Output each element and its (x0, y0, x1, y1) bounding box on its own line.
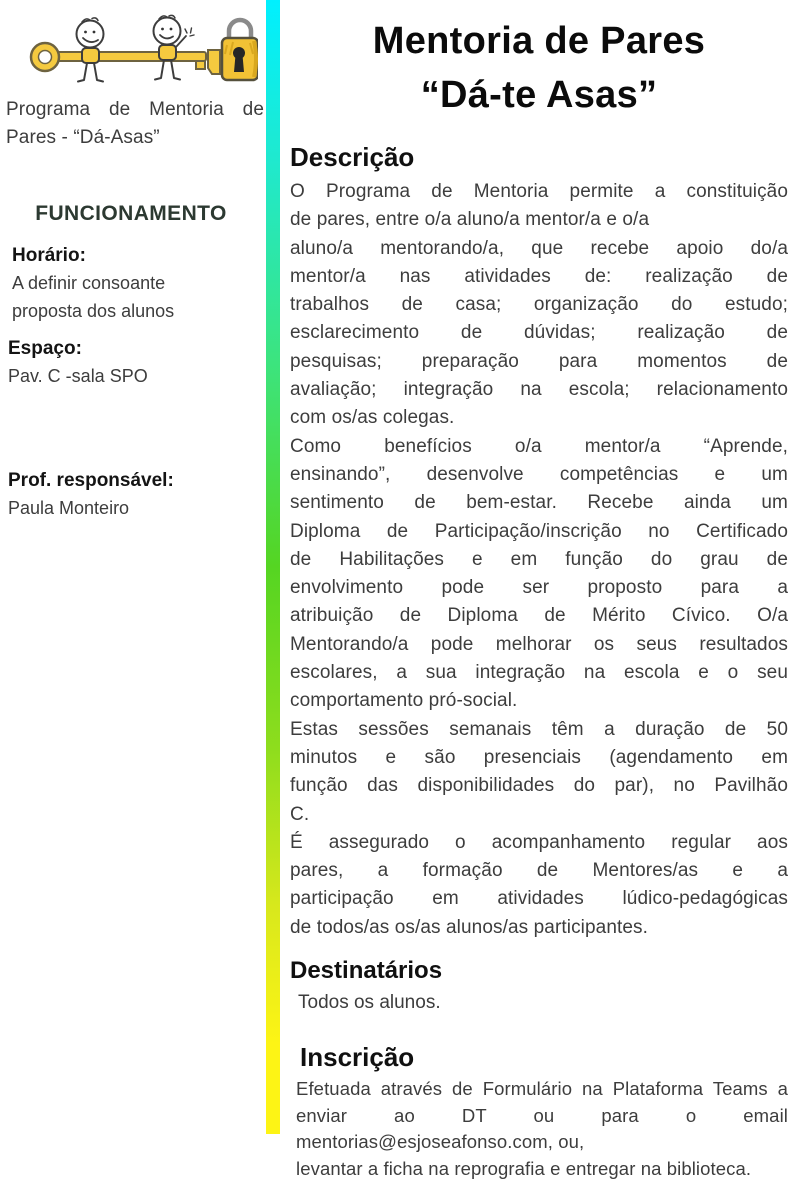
field-horario (12, 243, 208, 325)
text-line: Efetuada através de Formulário na Plataforma Teams a (296, 1078, 788, 1100)
text-line: Mentorando/a pode melhorar os seus resultados (290, 633, 788, 655)
field-value: Paula Monteiro (8, 498, 130, 518)
field-label: Espaço: (8, 338, 82, 359)
text-line: É assegurado o acompanhamento regular aos (290, 831, 788, 853)
text-line: aluno/a mentorando/a, que recebe apoio do/a (290, 237, 788, 259)
field-value: A definir consoante proposta dos alunos (12, 273, 175, 321)
text-line: escolares, a sua integração na escola e o seu (290, 662, 788, 684)
funcionamento-heading: FUNCIONAMENTO (35, 202, 227, 225)
text-line: de Habilitações e em função do grau de (290, 548, 788, 570)
text-line: Como benefícios o/a mentor/a “Aprende, (290, 435, 788, 457)
text-line: de pares, entre o/a aluno/a mentor/a e o/a (290, 209, 650, 231)
text-line: função das disponibilidades do par), no Pavilhão (290, 775, 788, 797)
destinatarios-text: Todos os alunos. (298, 992, 441, 1014)
text-line: Programa de Mentoria de (6, 99, 264, 120)
text-line: enviar ao DT ou para o email (296, 1104, 788, 1126)
field-espaco (8, 336, 238, 390)
text-line: pares, a formação de Mentores/as e a (290, 860, 788, 882)
text-line: de todos/as os/as alunos/as participantes. (290, 916, 649, 938)
kid-left (77, 18, 104, 82)
kids-carrying-key-illustration (26, 10, 258, 92)
text-line: esclarecimento de dúvidas; realização de (290, 322, 788, 344)
kid-right (154, 15, 195, 79)
title-line-1: Mentoria de Pares (372, 20, 706, 62)
text-line: pesquisas; preparação para momentos de (290, 350, 788, 372)
sidebar (0, 0, 266, 1200)
inscricao-heading: Inscrição (300, 1042, 415, 1073)
text-line: minutos e são presenciais (agendamento em (290, 746, 788, 768)
text-line: mentor/a nas atividades de: realização de (290, 265, 788, 287)
field-value: Pav. C -sala SPO (8, 366, 148, 386)
text-line: participação em atividades lúdico-pedagógicas (290, 888, 788, 910)
text-line: mentorias@esjoseafonso.com, ou, (296, 1131, 585, 1153)
text-line: O Programa de Mentoria permite a constituição (290, 181, 788, 202)
field-prof-responsavel (8, 468, 248, 522)
text-line: levantar a ficha na reprografia e entregar na biblioteca. (296, 1157, 752, 1179)
program-title (6, 96, 264, 153)
text-line: com os/as colegas. (290, 407, 455, 429)
text-line: ensinando”, desenvolve competências e um (290, 463, 788, 485)
field-label: Prof. responsável: (8, 470, 174, 491)
field-label: Horário: (12, 245, 86, 266)
page-title (290, 14, 788, 122)
text-line: trabalhos de casa; organização do estudo; (290, 294, 788, 316)
main-content (290, 0, 788, 1182)
destinatarios-heading: Destinatários (290, 957, 443, 985)
padlock-drawing (222, 20, 258, 80)
gradient-divider-bar (266, 0, 280, 1134)
text-line: Estas sessões semanais têm a duração de 50 (290, 718, 788, 740)
text-line: Pares - “Dá-Asas” (6, 127, 160, 149)
text-line: Diploma de Participação/inscrição no Certificado (290, 520, 788, 542)
descricao-paragraph (290, 178, 788, 942)
title-line-2: “Dá-te Asas” (420, 74, 658, 116)
inscricao-paragraph (296, 1076, 788, 1182)
text-line: sentimento de bem-estar. Recebe ainda um (290, 492, 788, 514)
text-line: envolvimento pode ser proposto para a (290, 577, 788, 599)
text-line: comportamento pró-social. (290, 690, 518, 712)
text-line: avaliação; integração na escola; relacionamento (290, 379, 788, 401)
text-line: atribuição de Diploma de Mérito Cívico. O/a (290, 605, 788, 627)
descricao-heading: Descrição (290, 142, 415, 172)
key-and-padlock-drawing (26, 10, 258, 92)
text-line: C. (290, 803, 310, 825)
